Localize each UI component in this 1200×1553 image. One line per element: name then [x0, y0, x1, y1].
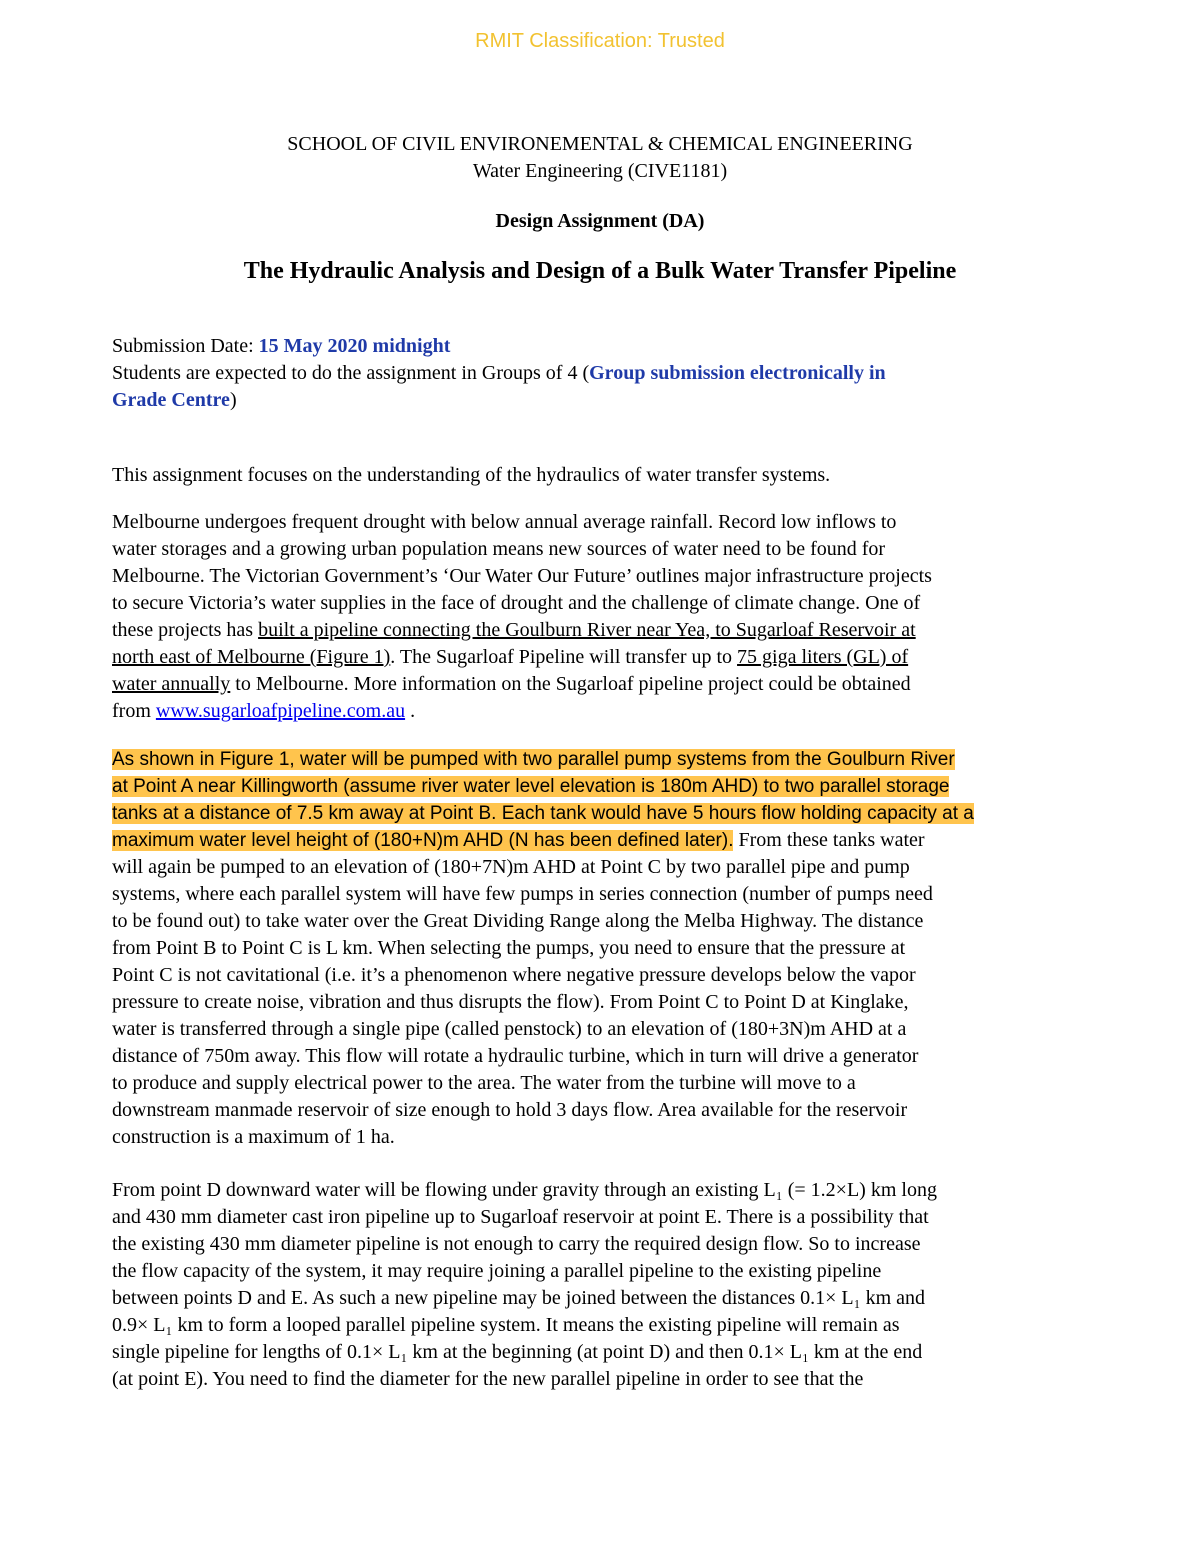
course-name: Water Engineering (CIVE1181) [472, 160, 728, 182]
assignment-type: Design Assignment (DA) [495, 210, 705, 232]
document-header [0, 131, 1200, 185]
submission-block [112, 333, 1092, 414]
p1-text: these projects has [112, 619, 259, 641]
p2-line: pressure to create noise, vibration and thus disrupts the flow). From Point C to Point D at Kinglake, [112, 991, 909, 1013]
p1-text: from [112, 700, 156, 722]
school-name: SCHOOL OF CIVIL ENVIRONEMENTAL & CHEMICAL ENGINEERING [287, 133, 913, 155]
p1-text: . [405, 700, 416, 722]
p2-line: systems, where each parallel system will have few pumps in series connection (number of pumps need [112, 883, 933, 905]
classification-label: RMIT Classification: Trusted [475, 30, 725, 52]
p2-line: downstream manmade reservoir of size enough to hold 3 days flow. Area available for the reservoir [112, 1099, 908, 1121]
highlighted-text: tanks at a distance of 7.5 km away at Point B. Each tank would have 5 hours flow holding capacity at a [112, 803, 974, 824]
p2-line: construction is a maximum of 1 ha. [112, 1126, 395, 1148]
p1-line [112, 617, 1092, 644]
p3-line: between points D and E. As such a new pipeline may be joined between the distances 0.1× L₁ km and [112, 1287, 926, 1309]
p1-line [112, 644, 1092, 671]
groups-bold-2: Grade Centre [112, 389, 230, 411]
paragraph-1 [112, 509, 1092, 725]
p1-text: . The Sugarloaf Pipeline will transfer up to [390, 646, 738, 668]
p1-underlined: water annually [112, 673, 231, 695]
p3-line: single pipeline for lengths of 0.1× L₁ km at the beginning (at point D) and then 0.1× L₁ km at the end [112, 1341, 923, 1363]
p3-line: (at point E). You need to find the diameter for the new parallel pipeline in order to see that the [112, 1368, 864, 1390]
p2-line: from Point B to Point C is L km. When selecting the pumps, you need to ensure that the pressure at [112, 937, 906, 959]
submission-label: Submission Date: [112, 335, 259, 357]
p1-text: to Melbourne. More information on the Sugarloaf pipeline project could be obtained [230, 673, 911, 695]
p3-line: 0.9× L₁ km to form a looped parallel pipeline system. It means the existing pipeline will remain as [112, 1314, 900, 1336]
groups-text: Students are expected to do the assignment in Groups of 4 ( [112, 362, 590, 384]
groups-close: ) [229, 389, 237, 411]
p1-line: Melbourne. The Victorian Government’s ‘Our Water Our Future’ outlines major infrastructure projects [112, 565, 932, 587]
p1-line: to secure Victoria’s water supplies in the face of drought and the challenge of climate change. One of [112, 592, 921, 614]
p1-line: Melbourne undergoes frequent drought with below annual average rainfall. Record low inflows to [112, 511, 897, 533]
p1-underlined: 75 giga liters (GL) of [737, 646, 909, 668]
p1-underlined: built a pipeline connecting the Goulburn River near Yea, to Sugarloaf Reservoir at [258, 619, 916, 641]
p1-line [112, 698, 1092, 725]
sugarloaf-link[interactable]: www.sugarloafpipeline.com.au [155, 700, 406, 722]
p2-line: water is transferred through a single pipe (called penstock) to an elevation of (180+3N)m AHD at a [112, 1018, 907, 1040]
paragraph-2 [112, 746, 1092, 1151]
p2-line: to produce and supply electrical power to the area. The water from the turbine will move to a [112, 1072, 856, 1094]
p3-line: the existing 430 mm diameter pipeline is not enough to carry the required design flow. So to increase [112, 1233, 921, 1255]
p1-line [112, 671, 1092, 698]
p2-text: From these tanks water [733, 829, 925, 851]
highlighted-text: maximum water level height of (180+N)m AHD (N has been defined later). [112, 830, 734, 851]
p3-line: the flow capacity of the system, it may require joining a parallel pipeline to the existing pipeline [112, 1260, 882, 1282]
p3-line: From point D downward water will be flowing under gravity through an existing L₁ (= 1.2×L) km long [112, 1179, 937, 1201]
p2-line: distance of 750m away. This flow will rotate a hydraulic turbine, which in turn will drive a generator [112, 1045, 919, 1067]
p2-line: to be found out) to take water over the Great Dividing Range along the Melba Highway. The distance [112, 910, 924, 932]
p2-line: Point C is not cavitational (i.e. it’s a phenomenon where negative pressure develops below the vapor [112, 964, 916, 986]
p1-underlined: north east of Melbourne (Figure 1) [112, 646, 391, 668]
highlighted-text: at Point A near Killingworth (assume river water level elevation is 180m AHD) to two parallel storage [112, 776, 950, 797]
focus-paragraph [112, 462, 1092, 489]
p3-line: and 430 mm diameter cast iron pipeline up to Sugarloaf reservoir at point E. There is a possibility that [112, 1206, 929, 1228]
p1-line: water storages and a growing urban population means new sources of water need to be found for [112, 538, 886, 560]
paragraph-3 [112, 1177, 1092, 1393]
focus-line: This assignment focuses on the understanding of the hydraulics of water transfer systems. [112, 464, 831, 486]
p2-line: will again be pumped to an elevation of (180+7N)m AHD at Point C by two parallel pipe and pump [112, 856, 910, 878]
groups-bold-1: Group submission electronically in [589, 362, 886, 384]
document-title: The Hydraulic Analysis and Design of a Bulk Water Transfer Pipeline [243, 258, 957, 284]
highlighted-text: As shown in Figure 1, water will be pumped with two parallel pump systems from the Goulburn River [112, 749, 955, 770]
submission-date: 15 May 2020 midnight [258, 335, 451, 357]
